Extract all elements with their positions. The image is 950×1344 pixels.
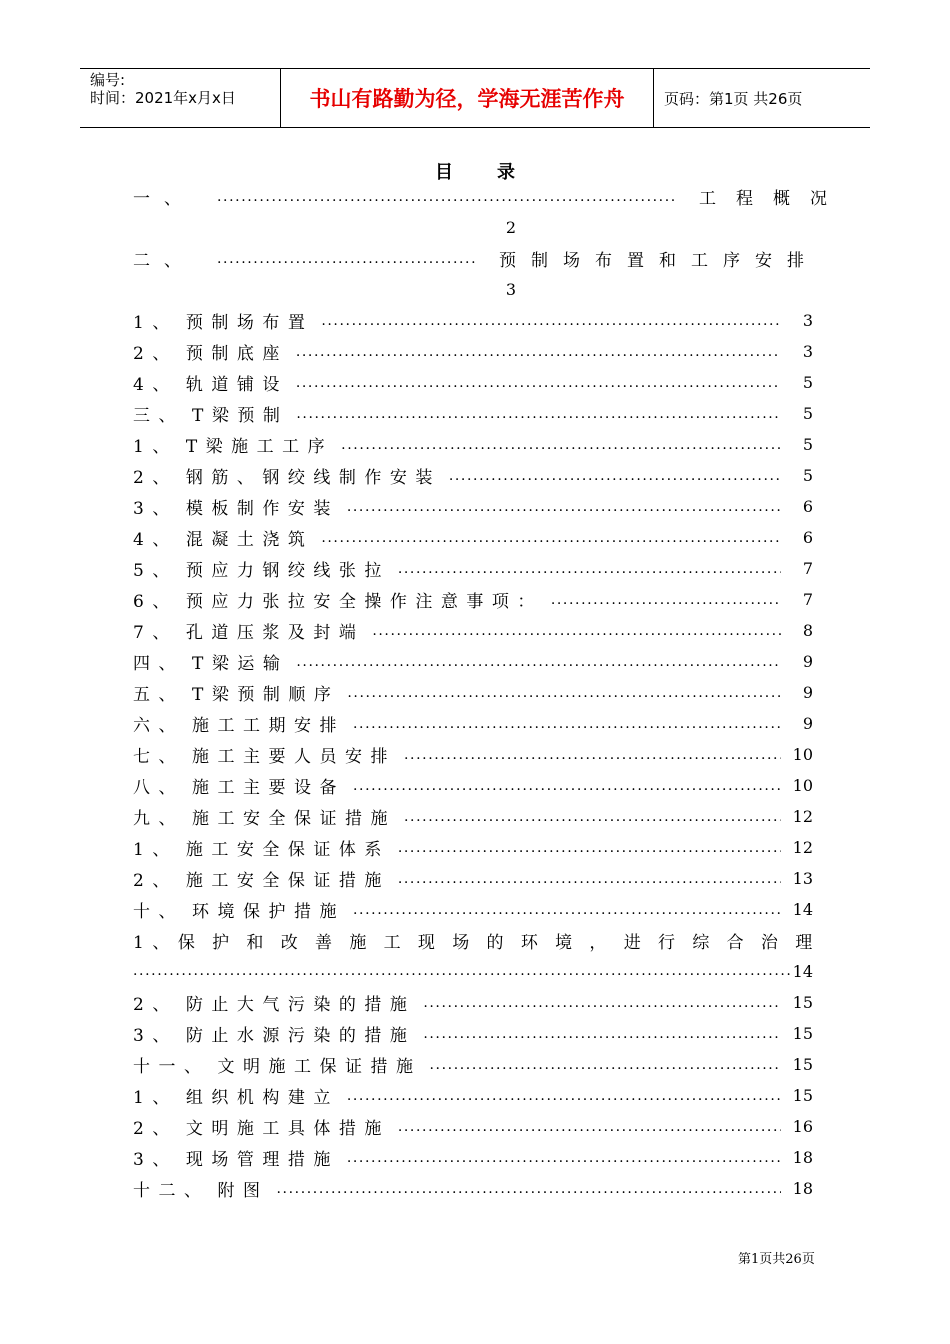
toc-entry[interactable]	[133, 1111, 813, 1142]
toc-entry-title: 钢筋、钢绞线制作安装	[185, 468, 441, 488]
toc-entry-page: 18	[792, 1179, 813, 1198]
toc-entry-label: 六、	[133, 716, 184, 736]
toc-entry-label: 7、	[133, 623, 178, 643]
toc-leader-dots	[423, 1026, 781, 1042]
toc-entry[interactable]	[133, 429, 813, 460]
toc-entry[interactable]	[133, 801, 813, 832]
toc-entry[interactable]	[133, 677, 813, 708]
toc-leader-dots	[430, 1057, 782, 1073]
toc-entry-label: 2、	[133, 995, 178, 1015]
toc-entry-page: 14	[792, 900, 813, 919]
toc-leader-dots	[296, 344, 781, 360]
toc-entry-label: 二、	[133, 251, 195, 271]
toc-entry-page: 5	[802, 373, 813, 392]
toc-entry[interactable]	[133, 1049, 813, 1080]
toc-entry[interactable]	[133, 553, 813, 584]
toc-entry-label: 1、	[133, 313, 178, 333]
header-motto: 书山有路勤为径，学海无涯苦作舟	[281, 69, 654, 127]
toc-entry-title: T梁运输	[192, 654, 289, 674]
toc-leader-dots	[353, 716, 781, 732]
toc-leader-dots	[347, 499, 781, 515]
toc-entry[interactable]	[133, 181, 847, 212]
toc-leader-dots	[398, 561, 781, 577]
toc-entry-label: 十、	[133, 902, 184, 922]
toc-entry-label: 十一、	[133, 1057, 210, 1077]
toc-entry-label: 2、	[133, 468, 178, 488]
toc-entry-page: 13	[792, 869, 813, 888]
toc-leader-dots	[321, 313, 781, 329]
toc-entry-title: 预制场布置和工序安排	[499, 251, 819, 271]
toc-entry-title: T梁预制顺序	[192, 685, 340, 705]
toc-leader-dots	[296, 375, 781, 391]
toc-entry[interactable]	[133, 1018, 813, 1049]
toc-entry-page: 7	[802, 590, 813, 609]
toc-leader-dots	[347, 1150, 781, 1166]
toc-entry-page: 10	[792, 776, 813, 795]
toc-entry[interactable]	[133, 522, 813, 553]
toc-entry-page: 3	[802, 342, 813, 361]
toc-entry-label: 3、	[133, 1150, 178, 1170]
toc-entry-title: 混凝土浇筑	[185, 530, 314, 550]
toc-entry-title: 组织机构建立	[185, 1088, 339, 1108]
toc-leader-dots	[347, 1088, 781, 1104]
toc-leader-dots	[347, 685, 781, 701]
toc-entry-page: 15	[792, 1086, 813, 1105]
toc-entry-page: 7	[802, 559, 813, 578]
toc-entry[interactable]	[133, 1080, 813, 1111]
toc-leader-dots	[277, 1181, 782, 1197]
toc-entry[interactable]	[133, 398, 813, 429]
toc-leader-dots	[133, 956, 793, 987]
toc-entry[interactable]	[133, 739, 813, 770]
toc-leader-dots	[404, 809, 781, 825]
toc-entry-label: 八、	[133, 778, 184, 798]
toc-entry-page: 9	[802, 714, 813, 733]
toc-entry-title: 施工安全保证措施	[192, 809, 396, 829]
toc-entry-title: 施工安全保证体系	[185, 840, 390, 860]
toc-entry-label: 1、	[133, 437, 178, 457]
toc-leader-dots	[353, 778, 781, 794]
toc-entry-label: 三、	[133, 406, 184, 426]
toc-entry-title: 施工主要设备	[192, 778, 345, 798]
toc-entry-label: 4、	[133, 530, 178, 550]
toc-entry-page: 15	[792, 993, 813, 1012]
toc-entry[interactable]	[133, 925, 830, 956]
toc-entry-label: 1、	[133, 933, 178, 953]
toc-leader-dots	[296, 406, 781, 422]
toc-entry-label: 5、	[133, 561, 178, 581]
toc-entry-title: 预制底座	[185, 344, 288, 364]
toc-leader-dots	[398, 840, 781, 856]
toc-entry[interactable]	[133, 460, 813, 491]
toc-entry-page: 15	[792, 1055, 813, 1074]
toc-entry[interactable]	[133, 832, 813, 863]
toc-entry-label: 1、	[133, 1088, 178, 1108]
toc-leader-dots	[296, 654, 781, 670]
toc-entry-title: 保护和改善施工现场的环境，进行综合治理	[177, 933, 830, 953]
toc-entry-title: 预应力张拉安全操作注意事项：	[185, 592, 543, 612]
toc-entry[interactable]	[133, 770, 813, 801]
toc-entry-page: 16	[792, 1117, 813, 1136]
toc-entry[interactable]	[133, 243, 819, 274]
toc-entry[interactable]	[133, 708, 813, 739]
toc-entry-page: 9	[802, 652, 813, 671]
toc-entry-page: 6	[802, 528, 813, 547]
toc-entry-title: 预应力钢绞线张拉	[185, 561, 390, 581]
toc-entry[interactable]	[133, 336, 813, 367]
toc-entry-label: 6、	[133, 592, 178, 612]
toc-entry-title: T梁施工工序	[185, 437, 334, 457]
toc-entry-page: 5	[802, 466, 813, 485]
toc-entry-page: 2	[505, 218, 517, 237]
toc-entry[interactable]	[133, 305, 813, 336]
toc-entry-page: 15	[792, 1024, 813, 1043]
toc-entry-title: 轨道铺设	[185, 375, 288, 395]
toc-leader-dots	[372, 623, 781, 639]
toc-entry-label: 3、	[133, 1026, 178, 1046]
toc-entry-page: 18	[792, 1148, 813, 1167]
toc-entry-page: 12	[792, 838, 813, 857]
toc-leader-dots	[353, 902, 781, 918]
toc-entry-title: 文明施工保证措施	[217, 1057, 422, 1077]
toc-entry-title: 预制场布置	[185, 313, 314, 333]
table-of-contents	[133, 181, 847, 1204]
toc-entry-page: 5	[802, 404, 813, 423]
toc-entry[interactable]	[133, 367, 813, 398]
toc-entry[interactable]	[133, 1173, 813, 1204]
header-meta	[80, 69, 281, 127]
toc-entry-page: 3	[802, 311, 813, 330]
toc-entry[interactable]	[133, 1142, 813, 1173]
number-label: 编号:	[90, 71, 126, 89]
toc-title: 目录	[435, 162, 559, 183]
toc-leader-dots	[404, 747, 781, 763]
toc-entry-page: 6	[802, 497, 813, 516]
toc-entry-page: 9	[802, 683, 813, 702]
toc-leader-dots	[398, 1119, 781, 1135]
toc-entry-label: 1、	[133, 840, 178, 860]
toc-entry-label: 一、	[133, 189, 195, 209]
header-page-label: 页码：第1页 共26页	[664, 89, 803, 108]
toc-entry[interactable]	[133, 987, 813, 1018]
toc-entry-page: 3	[505, 280, 517, 299]
toc-entry-page: 5	[802, 435, 813, 454]
toc-entry-title: 模板制作安装	[185, 499, 339, 519]
toc-entry-title: 防止大气污染的措施	[185, 995, 416, 1015]
toc-entry-title: 孔道压浆及封端	[185, 623, 365, 643]
toc-entry-page: 14	[792, 962, 813, 981]
toc-leader-dots	[449, 468, 781, 484]
toc-entry-title: 文明施工具体措施	[185, 1119, 390, 1139]
toc-entry-title: 附图	[217, 1181, 269, 1201]
time-label: 时间：2021年x月x日	[90, 89, 236, 107]
toc-leader-dots	[341, 437, 781, 453]
toc-entry-label: 3、	[133, 499, 178, 519]
toc-entry-title: 工程概况	[699, 189, 847, 209]
toc-entry-label: 2、	[133, 344, 178, 364]
toc-entry[interactable]	[133, 646, 813, 677]
toc-entry-page: 12	[792, 807, 813, 826]
page-header	[80, 68, 870, 128]
toc-entry-page: 8	[802, 621, 813, 640]
toc-entry-label: 四、	[133, 654, 184, 674]
toc-entry-title: 施工安全保证措施	[185, 871, 390, 891]
toc-entry-label: 4、	[133, 375, 178, 395]
toc-leader-dots	[217, 251, 477, 267]
toc-entry-label: 九、	[133, 809, 184, 829]
toc-entry[interactable]	[133, 491, 813, 522]
toc-entry-title: 施工主要人员安排	[192, 747, 396, 767]
toc-entry-title: T梁预制	[192, 406, 289, 426]
toc-leader-dots	[423, 995, 781, 1011]
toc-entry-continuation	[133, 956, 813, 987]
toc-entry-title: 环境保护措施	[192, 902, 345, 922]
toc-entry-label: 五、	[133, 685, 184, 705]
toc-entry[interactable]	[133, 863, 813, 894]
toc-entry-label: 十二、	[133, 1181, 210, 1201]
toc-entry-label: 七、	[133, 747, 184, 767]
toc-leader-dots	[398, 871, 781, 887]
toc-leader-dots	[551, 592, 781, 608]
toc-entry-label: 2、	[133, 1119, 178, 1139]
toc-entry-title: 施工工期安排	[192, 716, 345, 736]
toc-entry[interactable]	[133, 584, 813, 615]
toc-entry[interactable]	[133, 615, 813, 646]
page-footer: 第1页共26页	[738, 1252, 815, 1267]
toc-leader-dots	[217, 189, 677, 205]
toc-entry-title: 现场管理措施	[185, 1150, 339, 1170]
toc-leader-dots	[321, 530, 781, 546]
toc-entry-title: 防止水源污染的措施	[185, 1026, 416, 1046]
toc-entry-page: 10	[792, 745, 813, 764]
toc-entry[interactable]	[133, 894, 813, 925]
toc-entry-label: 2、	[133, 871, 178, 891]
